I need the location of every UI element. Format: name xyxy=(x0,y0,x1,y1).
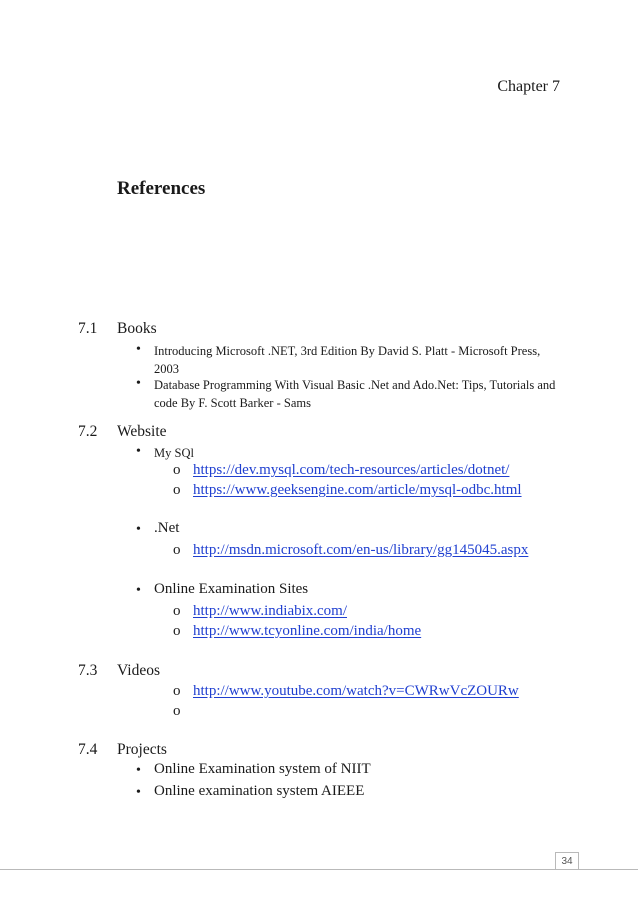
bullet-marker: • xyxy=(136,444,141,459)
reference-link[interactable]: https://dev.mysql.com/tech-resources/articles/dotnet/ xyxy=(193,462,510,478)
sub-bullet-marker: o xyxy=(173,482,181,498)
reference-link[interactable]: http://www.indiabix.com/ xyxy=(193,603,348,619)
website-group-label: .Net xyxy=(154,520,180,536)
book-item: Database Programming With Visual Basic .Net and Ado.Net: Tips, Tutorials and code By F. Scott Barker - Sams xyxy=(154,378,556,410)
section-number-books: 7.1 xyxy=(78,320,98,337)
section-title-videos: Videos xyxy=(117,662,160,679)
reference-link[interactable]: http://msdn.microsoft.com/en-us/library/gg145045.aspx xyxy=(193,542,529,558)
project-item: Online Examination system of NIIT xyxy=(154,761,371,777)
section-number-projects: 7.4 xyxy=(78,741,98,758)
reference-link[interactable]: http://www.tcyonline.com/india/home xyxy=(193,623,422,639)
sub-bullet-marker: o xyxy=(173,603,181,619)
sub-bullet-marker: o xyxy=(173,623,181,639)
section-title-books: Books xyxy=(117,320,157,337)
website-group-label: Online Examination Sites xyxy=(154,581,309,597)
reference-link[interactable]: http://www.youtube.com/watch?v=CWRwVcZOURw xyxy=(193,683,519,699)
bullet-marker: • xyxy=(136,522,141,537)
project-item: Online examination system AIEEE xyxy=(154,783,365,799)
sub-bullet-marker: o xyxy=(173,462,181,478)
website-group-label: My SQl xyxy=(154,446,194,460)
reference-link[interactable]: https://www.geeksengine.com/article/mysql-odbc.html xyxy=(193,482,522,498)
footer-rule xyxy=(0,869,638,870)
chapter-label: Chapter 7 xyxy=(497,78,560,95)
bullet-marker: • xyxy=(136,342,141,357)
page-title: References xyxy=(117,178,206,199)
bullet-marker: • xyxy=(136,785,141,800)
section-number-website: 7.2 xyxy=(78,423,98,440)
page-number-box xyxy=(555,852,579,870)
bullet-marker: • xyxy=(136,376,141,391)
section-number-videos: 7.3 xyxy=(78,662,98,679)
book-item: Introducing Microsoft .NET, 3rd Edition By David S. Platt - Microsoft Press, 2003 xyxy=(154,344,541,376)
bullet-marker: • xyxy=(136,583,141,598)
section-title-website: Website xyxy=(117,423,167,440)
sub-bullet-marker: o xyxy=(173,683,181,699)
sub-bullet-marker: o xyxy=(173,542,181,558)
section-title-projects: Projects xyxy=(117,741,167,758)
bullet-marker: • xyxy=(136,763,141,778)
page-number: 34 xyxy=(561,856,573,867)
sub-bullet-marker: o xyxy=(173,703,181,719)
